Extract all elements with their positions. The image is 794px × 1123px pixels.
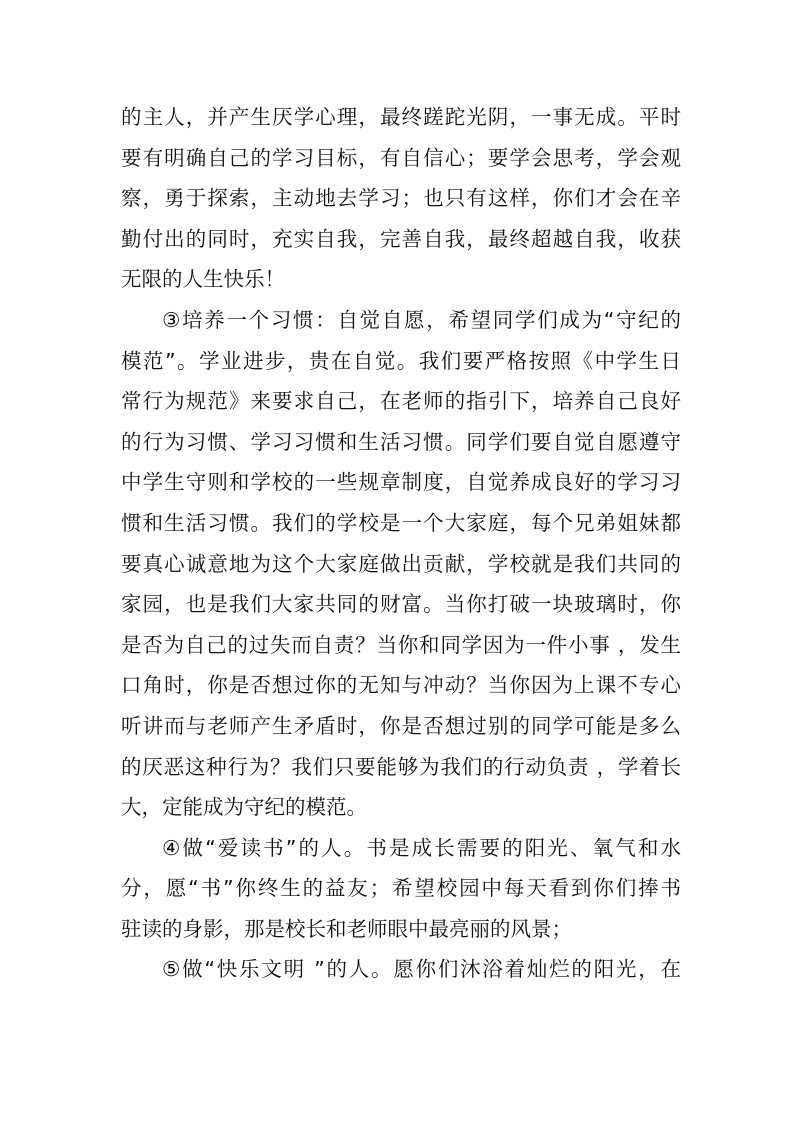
text-line: 惯和生活习惯。我们的学校是一个大家庭，每个兄弟姐妹都 (121, 510, 681, 535)
text-line: 听讲而与老师产生矛盾时，你是否想过别的同学可能是多么 (121, 713, 681, 738)
text-line: 的行为习惯、学习习惯和生活习惯。同学们要自觉自愿遵守 (121, 429, 681, 454)
text-line: 要真心诚意地为这个大家庭做出贡献，学校就是我们共同的 (121, 551, 681, 576)
text-line: 中学生守则和学校的一些规章制度，自觉养成良好的学习习 (121, 470, 681, 495)
text-line: 是否为自己的过失而自责？当你和同学因为一件小事 ，发生 (121, 632, 681, 657)
text-line: 要有明确自己的学习目标，有自信心；要学会思考，学会观 (121, 145, 681, 170)
body-text (121, 97, 681, 990)
paragraph-start-line: ④做“爱读书”的人。书是成长需要的阳光、氧气和水 (162, 835, 681, 860)
text-line: 察，勇于探索，主动地去学习；也只有这样，你们才会在辛 (121, 186, 681, 211)
text-line: 分，愿“书”你终生的益友；希望校园中每天看到你们捧书 (121, 876, 681, 901)
text-line: 大，定能成为守纪的模范。 (121, 795, 367, 820)
text-line: 的厌恶这种行为？我们只要能够为我们的行动负责 ，学着长 (121, 754, 681, 779)
text-line: 勤付出的同时，充实自我，完善自我，最终超越自我，收获 (121, 226, 681, 251)
paragraph-start-line: ⑤做“快乐文明 ”的人。愿你们沐浴着灿烂的阳光，在 (162, 957, 681, 982)
text-line: 驻读的身影，那是校长和老师眼中最亮丽的风景； (121, 916, 572, 941)
text-line: 家园，也是我们大家共同的财富。当你打破一块玻璃时，你 (121, 592, 681, 617)
text-line: 模范”。学业进步，贵在自觉。我们要严格按照《中学生日 (121, 348, 681, 373)
text-line: 常行为规范》来要求自己，在老师的指引下，培养自己良好 (121, 389, 681, 414)
text-line: 的主人，并产生厌学心理，最终蹉跎光阴，一事无成。平时 (121, 105, 681, 129)
text-line: 无限的人生快乐！ (121, 267, 285, 292)
text-line: 口角时，你是否想过你的无知与冲动？当你因为上课不专心 (121, 673, 681, 698)
paragraph-start-line: ③培养一个习惯：自觉自愿，希望同学们成为“守纪的 (162, 307, 681, 332)
